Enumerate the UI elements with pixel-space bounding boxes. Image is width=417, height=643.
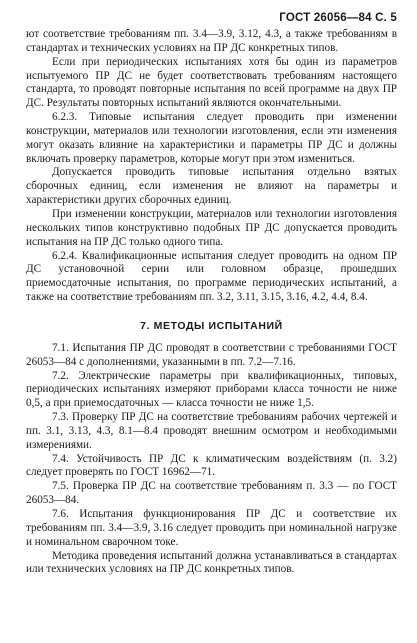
paragraph-7-3: 7.3. Проверку ПР ДС на соответствие требованиям рабочих чертежей и пп. 3.1, 3.13, 4.3, 8.1—8.4 проводят внешним осмотром и необходимыми измерениями. [26, 411, 397, 451]
running-head: ГОСТ 26056—84 С. 5 [279, 12, 397, 24]
paragraph-similar-types: При изменении конструкции, материалов или технологии изготовления нескольких типов конструктивно подобных ПР ДС допускается проводить испытания на ПР ДС только одного типа. [26, 207, 397, 248]
paragraph-7-1: 7.1. Испытания ПР ДС проводят в соответствии с требованиями ГОСТ 26053—84 с дополнениями, указанными в пп. 7.2—7.16. [26, 341, 397, 368]
paragraph-7-6: 7.6. Испытания функционирования ПР ДС и соответствие их требованиям пп. 3.4—3.9, 3.16 следует проводить при номинальной нагрузке и номинальном сварочном токе. [26, 508, 397, 548]
paragraph-periodic-retest: Если при периодических испытаниях хотя бы один из параметров испытуемого ПР ДС не будет соответствовать требованиям настоящего стандарта, то проводят повторные испытания по всей программе на двух ПР ДС. Результаты повторных испытаний являются окончательными. [26, 55, 397, 110]
paragraph-assembly-units: Допускается проводить типовые испытания отдельно взятых сборочных единиц, если изменения не влияют на параметры и характеристики других сборочных единиц. [26, 166, 397, 207]
paragraph-6-2-4: 6.2.4. Квалификационные испытания следует проводить на одном ПР ДС установочной серии или головном образце, прошедших приемосдаточные испытания, по программе периодических испытаний, а также на соответствие требованиям пп. 3.2, 3.11, 3.15, 3.16, 4.2, 4.4, 8.4. [26, 249, 397, 304]
section-title: 7. МЕТОДЫ ИСПЫТАНИЙ [140, 319, 283, 332]
paragraph-continued: ют соответствие требованиям пп. 3.4—3.9, 3.12, 4.3, а также требованиям в стандартах и технических условиях на ПР ДС конкретных типов. [26, 28, 397, 54]
paragraph-7-5: 7.5. Проверка ПР ДС на соответствие требованиям п. 3.3 — по ГОСТ 26053—84. [26, 480, 397, 507]
paragraph-7-2: 7.2. Электрические параметры при квалификационных, типовых, периодических испытаниях измеряют приборами класса точности не ниже 0,5, а при приемосдаточных — класса точности не ниже 1,5. [26, 369, 397, 410]
paragraph-6-2-3: 6.2.3. Типовые испытания следует проводить при изменении конструкции, материалов или технологии изготовления, если эти изменения могут оказать влияние на характеристики и параметры ПР ДС и должны включать проверку параметров, которые могут при этом измениться. [26, 111, 397, 165]
paragraph-7-4: 7.4. Устойчивость ПР ДС к климатическим воздействиям (п. 3.2) следует проверять по ГОСТ 16962—71. [26, 452, 397, 479]
paragraph-methodology: Методика проведения испытаний должна устанавливаться в стандартах или технических условиях на ПР ДС конкретных типов. [26, 549, 397, 576]
